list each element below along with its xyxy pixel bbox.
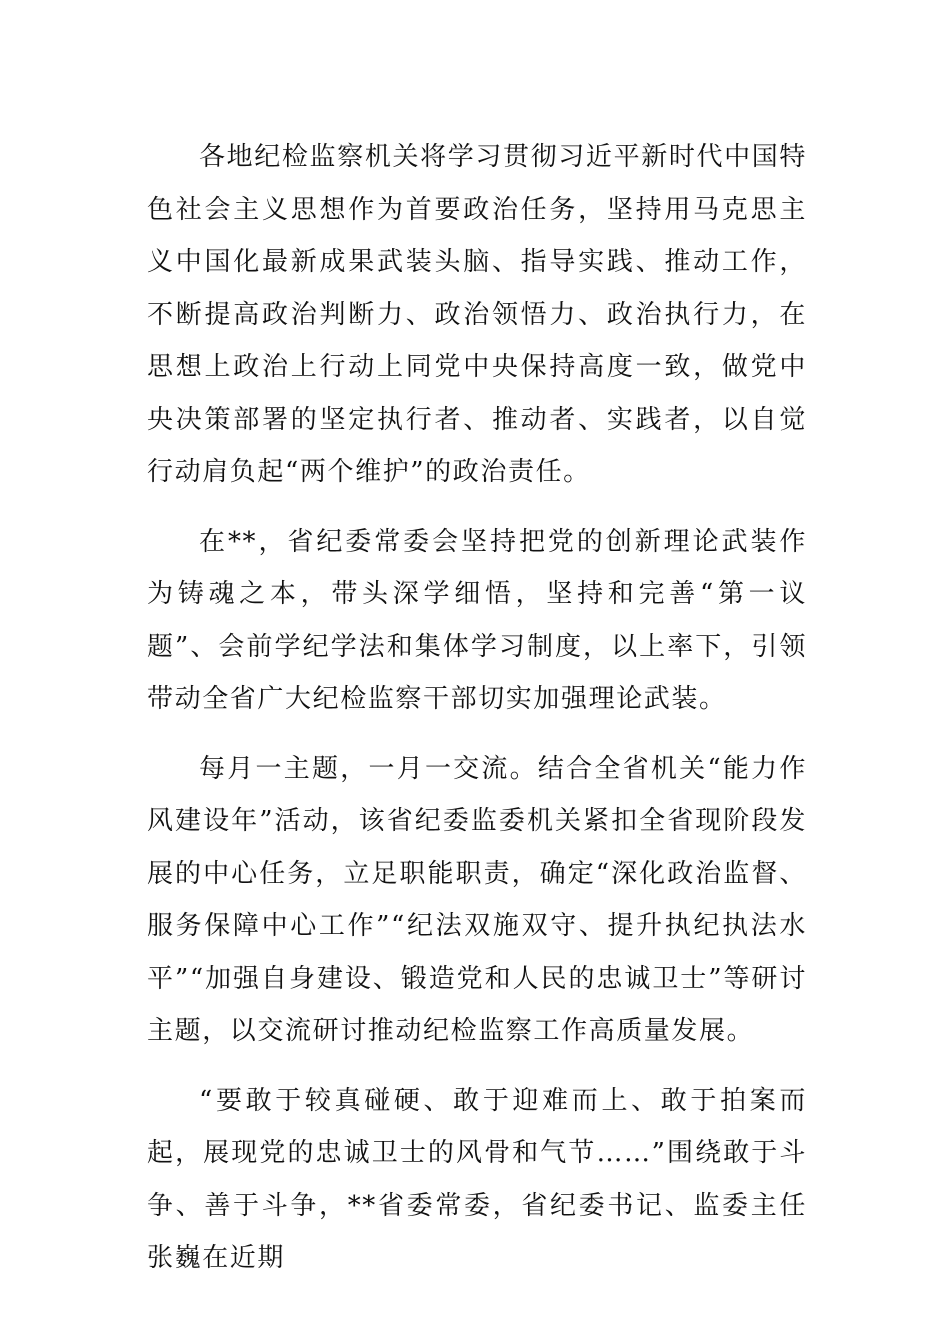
paragraph-2: 在**，省纪委常委会坚持把党的创新理论武装作为铸魂之本，带头深学细悟，坚持和完善“第一议题”、会前学纪学法和集体学习制度，以上率下，引领带动全省广大纪检监察干部切实加强理论武装。 xyxy=(147,526,807,714)
paragraph-3: 每月一主题，一月一交流。结合全省机关“能力作风建设年”活动，该省纪委监委机关紧扣全省现阶段发展的中心任务，立足职能职责，确定“深化政治监督、服务保障中心工作”“纪法双施双守、提升执纪执法水平”“加强自身建设、锻造党和人民的忠诚卫士”等研讨主题，以交流研讨推动纪检监察工作高质量发展。 xyxy=(147,753,807,1046)
paragraph-1: 各地纪检监察机关将学习贯彻习近平新时代中国特色社会主义思想作为首要政治任务，坚持用马克思主义中国化最新成果武装头脑、指导实践、推动工作，不断提高政治判断力、政治领悟力、政治执行力，在思想上政治上行动上同党中央保持高度一致，做党中央决策部署的坚定执行者、推动者、实践者，以自觉行动肩负起“两个维护”的政治责任。 xyxy=(147,142,807,487)
paragraph-4: “要敢于较真碰硬、敢于迎难而上、敢于拍案而起，展现党的忠诚卫士的风骨和气节……”围绕敢于斗争、善于斗争，**省委常委，省纪委书记、监委主任张巍在近期 xyxy=(147,1085,807,1273)
document-body xyxy=(147,131,807,1302)
